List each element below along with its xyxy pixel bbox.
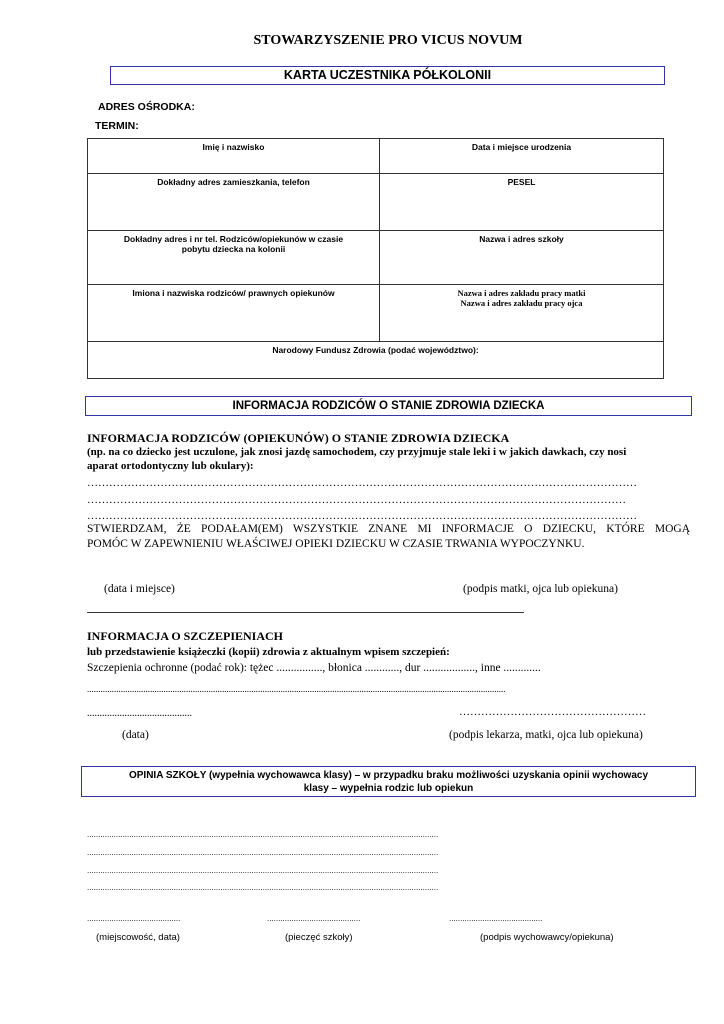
vaccination-line[interactable]: Szczepienia ochronne (podać rok): tężec ................, błonica ............, dur .................., inne ............. [87,662,541,674]
health-section-box [85,396,692,416]
nfz-label: Narodowy Fundusz Zdrowia (podać województwo): [272,345,479,355]
health-sub-1: (np. na co dziecko jest uczulone, jak znosi jazdę samochodem, czy przyjmuje stale leki i w jakich dawkach, czy nosi [87,446,627,458]
card-title-box [110,66,665,85]
vaccination-podpis-label: (podpis lekarza, matki, ojca lub opiekuna) [449,729,643,741]
imie-nazwisko-label: Imię i nazwisko [202,142,265,152]
field-praca-rodzicow[interactable] [380,285,664,342]
health-section-title: INFORMACJA RODZICÓW O STANIE ZDROWIA DZIECKA [232,400,545,412]
school-sig-dots-3[interactable]: .......................................... [449,914,543,923]
health-line-1[interactable]: …………………………………………………………………………………………………………………………………… [87,477,637,489]
praca-ojca-label: Nazwa i adres zakładu pracy ojca [460,298,583,308]
szkola-label: Nazwa i adres szkoły [479,234,564,244]
vaccination-sub: lub przedstawienie książeczki (kopii) zdrowia z aktualnym wpisem szczepień: [87,646,450,658]
pesel-label: PESEL [507,177,536,187]
school-sig-dots-2[interactable]: .......................................... [267,914,361,923]
adres-rodzicow-label-1: Dokładny adres i nr tel. Rodziców/opiekunów w czasie [123,234,344,244]
health-line-2[interactable]: ………………………………………………………………………………………………………………………………… [87,494,626,506]
school-opinion-title-1: OPINIA SZKOŁY (wypełnia wychowawca klasy) – w przypadku braku możliwości uzyskania opinii wychowacy [128,770,649,781]
field-pesel[interactable] [380,174,664,231]
adres-rodzicow-label-2: pobytu dziecka na kolonii [181,244,286,254]
data-miejsce-label: Data i miejsce urodzenia [471,142,572,152]
school-sig-dots-1[interactable]: .......................................... [87,914,181,923]
adres-telefon-label: Dokładny adres zamieszkania, telefon [157,177,310,187]
school-pieczec-label: (pieczęć szkoły) [285,932,353,943]
school-miejscowosc-label: (miejscowość, data) [96,932,180,943]
field-szkola[interactable] [380,231,664,285]
health-podpis-label: (podpis matki, ojca lub opiekuna) [463,583,618,595]
statement-line-2: POMÓC W ZAPEWNIENIU WŁAŚCIWEJ OPIEKI DZIECKU W CZASIE TRWANIA WYPOCZYNKU. [87,538,585,550]
card-title: KARTA UCZESTNIKA PÓŁKOLONII [283,68,492,82]
field-data-miejsce[interactable] [380,139,664,174]
school-line-4[interactable]: .............................................................................................................................................................. [87,883,439,892]
health-data-miejsce-label: (data i miejsce) [104,583,175,595]
school-podpis-label: (podpis wychowawcy/opiekuna) [480,932,614,943]
school-opinion-box [81,766,696,797]
health-line-3[interactable]: …………………………………………………………………………………………………………………………………… [87,510,637,522]
document-title: STOWARZYSZENIE PRO VICUS NOVUM [253,33,523,48]
school-line-2[interactable]: .............................................................................................................................................................. [87,848,439,857]
field-imie-nazwisko[interactable] [88,139,380,174]
health-heading: INFORMACJA RODZICÓW (OPIEKUNÓW) O STANIE ZDROWIA DZIECKA [87,431,510,445]
vaccination-heading: INFORMACJA O SZCZEPIENIACH [87,629,284,643]
field-imiona-rodzicow[interactable] [88,285,380,342]
school-line-3[interactable]: .............................................................................................................................................................. [87,866,439,875]
vaccination-dots-line[interactable]: .......................................................................................................................................................................................... [87,684,506,694]
field-adres-rodzicow[interactable] [88,231,380,285]
praca-matki-label: Nazwa i adres zakładu pracy matki [457,288,586,298]
termin-label: TERMIN: [95,120,139,132]
vaccination-sign-dots[interactable]: …………………………………………… [459,706,646,718]
field-adres-telefon[interactable] [88,174,380,231]
health-sub-2: aparat ortodontyczny lub okulary): [87,460,254,472]
school-opinion-title-2: klasy – wypełnia rodzic lub opiekun [303,783,474,794]
imiona-rodzicow-label: Imiona i nazwiska rodziców/ prawnych opiekunów [132,288,335,298]
vaccination-data-label: (data) [122,729,149,741]
adres-osrodka-label: ADRES OŚRODKA: [98,101,195,113]
health-signature-line [87,612,524,613]
field-nfz[interactable] [88,342,664,379]
school-line-1[interactable]: .............................................................................................................................................................. [87,830,439,839]
statement-line-1: STWIERDZAM, ŻE PODAŁAM(EM) WSZYSTKIE ZNANE MI INFORMACJE O DZIECKU, KTÓRE MOGĄ [87,523,690,535]
participant-form-table [87,138,664,379]
vaccination-date-dots[interactable]: .......................................... [87,708,192,719]
